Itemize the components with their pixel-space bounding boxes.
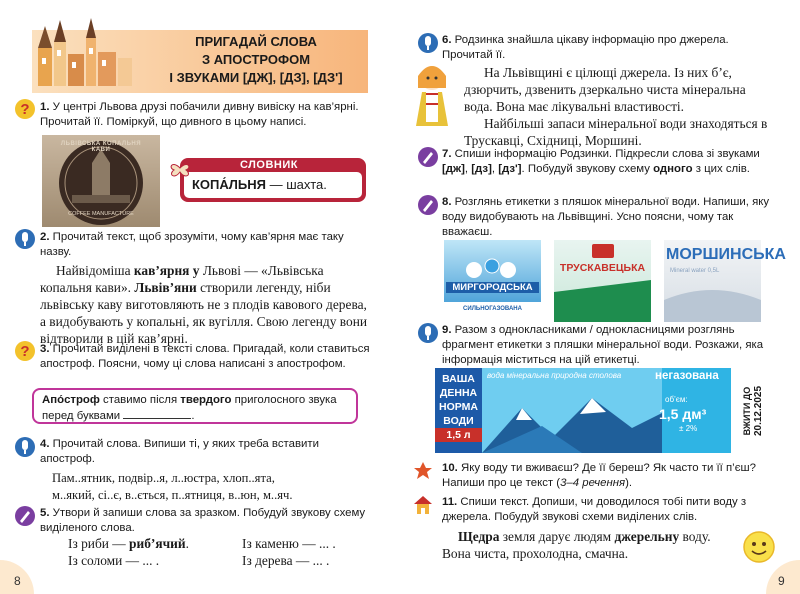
rodzynka-info-passage: На Львівщині є цілющі джерела. Із них б’є, дзюрчить, дзвенить дзеркально чиста мінеральна вода. Вона має лікувальні властивості. Найбільші запаси мінеральної води знаходяться в Трускавці, Східниці, Моршині. <box>464 65 768 148</box>
label-2-name: ТРУСКАВЕЦЬКА <box>559 262 646 274</box>
lviv-town-illustration <box>32 18 142 88</box>
volume-value: 1,5 дм³ <box>659 406 707 422</box>
mountains-illustration <box>482 368 662 453</box>
exercise-7: 7. Спиши інформацію Родзинки. Підкресли слова зі звуками [дж], [дз], [дз']. Побудуй звукову схему одного з цих слів. <box>442 148 760 175</box>
page-number: 9 <box>778 574 785 588</box>
daily-norm-block: ВАША ДЕННА НОРМА ВОДИ 1,5 л <box>435 368 482 453</box>
label-myrhorodska <box>444 240 541 322</box>
exercise-3: 3. Прочитай виділені в тексті слова. Пригадай, коли ставиться апостроф. Поясни, чому ці слова написані з апострофом. <box>40 343 370 370</box>
sound-dzh: [ДЖ] <box>242 70 273 85</box>
svg-text:?: ? <box>20 101 30 118</box>
exercise-4: 4. Прочитай слова. Випиши ті, у яких треба вставити апостроф. <box>40 438 319 465</box>
microphone-icon <box>14 228 36 250</box>
dictionary-tag: СЛОВНИК <box>240 159 298 171</box>
exercise-10: 10. Яку воду ти вживаєш? Де її береш? Як часто ти її п’єш? Напиши про це текст (3–4 речення). <box>442 462 756 489</box>
question-icon <box>14 98 36 120</box>
label-3-sub: Mineral water 0,5L <box>670 268 720 274</box>
exercise-2: 2. Прочитай текст, щоб зрозуміти, чому кав’ярня має таку назву. <box>40 231 344 258</box>
label-1-name: МИРГОРОДСЬКА <box>446 282 539 293</box>
header-line-1: ПРИГАДАЙ СЛОВА <box>195 34 317 49</box>
svg-text:?: ? <box>20 343 30 360</box>
microphone-icon <box>417 32 439 54</box>
exercise-5: 5. Утвори й запиши слова за зразком. Побудуй звукову схему виділеного слова. <box>40 507 366 534</box>
sign-ring-text: ЛЬВІВСЬКА КОПАЛЬНЯ КАВИ <box>60 141 142 153</box>
leaf-icon <box>412 460 434 482</box>
rule-box: Апо́строф ставимо після твердого приголосного звука перед буквами . <box>32 388 358 424</box>
volume-tolerance: ± 2% <box>679 424 698 433</box>
volume-label: об’єм: <box>665 395 688 404</box>
exercise-2-passage: Найвідоміша кав’ярня у Львові — «Львівська копальня кави». Львів’яни створили легенду, ніби львівську каву виготовляють не з плодів кавового дерева, а видобувають у копальні, як вугілля. Свою легенду вони відтворили в цій кав’ярні. <box>40 263 368 346</box>
pencil-icon <box>14 505 36 527</box>
pencil-icon <box>417 194 439 216</box>
pencil-icon <box>417 146 439 168</box>
dictionary-word-row: КОПА́ЛЬНЯ — шахта. <box>192 177 327 192</box>
ribbon-bow-icon <box>168 160 192 180</box>
sound-dz-soft: [ДЗ'] <box>313 70 343 85</box>
girl-rodzynka-illustration <box>408 58 456 130</box>
question-icon <box>14 340 36 362</box>
label-1-sub: СИЛЬНОГАЗОВАНА <box>463 306 522 312</box>
right-page <box>400 0 800 593</box>
exercise-6: 6. Родзинка знайшла цікаву інформацію про джерела. Прочитай її. <box>442 34 729 61</box>
section-header: ПРИГАДАЙ СЛОВА З АПОСТРОФОМ І ЗВУКАМИ [ДЖ], [ДЗ], [ДЗ'] <box>32 30 368 93</box>
left-page: ПРИГАДАЙ СЛОВА З АПОСТРОФОМ І ЗВУКАМИ [ДЖ], [ДЗ], [ДЗ'] ? 1. У центрі Львова друзі побачили дивну вивіску на кав’ярні. Прочитай її. Поміркуй, що дивного в цьому написі. ЛЬВІВСЬКА КОПАЛЬНЯ КАВИ COFFEE MANUFACTURE КОПА́ЛЬНЯ — шахта. СЛОВНИК 2. Прочитай текст, щоб зрозуміти, чому кав’ярня має таку назву. Найвідоміша кав’ярня у Львові — «Львівська копальня кави». Львів’яни створили легенду, ніби львівську каву виготовляють не з плодів кавового дерева, а видобувають у копальні, як вугілля. Свою легенду вони відтворили в цій кав’ярні. ? 3. Прочитай виділені в тексті слова. Пригадай, коли ставиться апостроф. Поясни, чому ці слова написані з апострофом. Апо́строф ставимо після твердого приголосного звука перед буквами . 4. Прочитай слова. Випиши ті, у яких треба вставити апостроф. Пам..ятник, подвір..я, л..юстра, хлоп..ята, м..який, сі..є, в..ється, п..ятниця, в..юн, м..яч. 5. Утвори й запиши слова за зразком. Побудуй звукову схему виділеного слова. Із риби — риб’ячий. Із соломи — ... . Із каменю — ... . Із дерева — ... . 8 <box>0 0 400 593</box>
exercise-11: 11. Спиши текст. Допиши, чи доводилося тобі пити воду з джерела. Побудуй звукові схеми виділених слів. <box>442 496 747 523</box>
exercise-8: 8. Розглянь етикетки з пляшок мінеральної води. Напиши, яку воду видобувають на Львівщині. Усно поясни, чому так вважаєш. <box>442 196 770 238</box>
house-icon <box>412 494 434 516</box>
exercise-11-passage: Щедра земля дарує людям джерельну воду. Вона чиста, прохолодна, смачна. <box>442 529 711 561</box>
header-line-2: З АПОСТРОФОМ <box>201 52 311 67</box>
answer-blank[interactable] <box>123 408 191 419</box>
exercise-9: 9. Разом з однокласниками / однокласницями розглянь фрагмент етикетки з пляшки мінеральної води. Розкажи, яка інформація міститься на цій етикетці. <box>442 324 764 366</box>
smiley-icon <box>742 530 776 564</box>
water-label-fragment <box>435 368 775 453</box>
expiry-date-block: ВЖИТИ ДО 20.12.2025 <box>731 368 775 453</box>
label-3-name: МОРШИНСЬКА <box>666 246 786 263</box>
dictionary-box <box>180 158 366 202</box>
label-morshynska <box>664 240 786 322</box>
microphone-icon <box>417 322 439 344</box>
sound-dz: [ДЗ] <box>279 70 307 85</box>
exercise-1: 1. У центрі Львова друзі побачили дивну вивіску на кав’ярні. Прочитай її. Поміркуй, що дивного в цьому написі. <box>40 101 359 128</box>
cafe-sign-photo <box>42 135 160 227</box>
sign-bottom-text: COFFEE MANUFACTURE <box>68 211 134 217</box>
microphone-icon <box>14 436 36 458</box>
header-line-3: І ЗВУКАМИ <box>169 70 243 85</box>
page-number: 8 <box>14 574 21 588</box>
water-type-caption: вода мінеральна природна столова <box>487 371 622 380</box>
exercise-1-text: У центрі Львова друзі побачили дивну вивіску на кав’ярні. Прочитай її. Поміркуй, що дивного в цьому написі. <box>40 101 359 128</box>
exercise-4-words: Пам..ятник, подвір..я, л..юстра, хлоп..ята, м..який, сі..є, в..ється, п..ятниця, в..юн, м..яч. <box>52 471 293 502</box>
label-truskavetska <box>554 240 651 322</box>
non-carbonated-badge: негазована <box>655 370 719 382</box>
